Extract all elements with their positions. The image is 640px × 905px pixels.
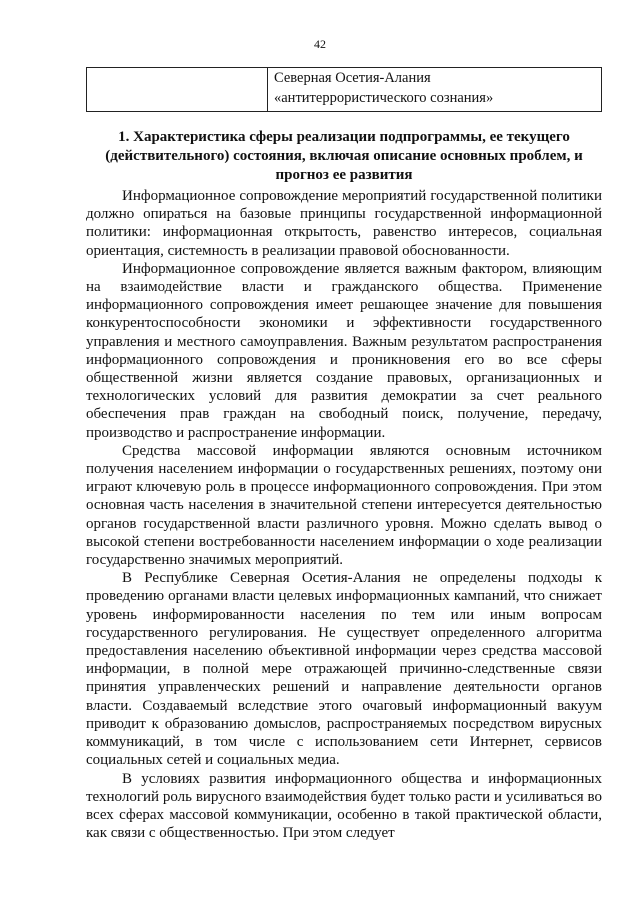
header-table-right-cell <box>268 68 602 112</box>
section-heading-line-3: прогноз ее развития <box>275 167 413 183</box>
header-table-line-1: Северная Осетия-Алания <box>274 70 431 86</box>
header-table-left-cell <box>87 68 268 112</box>
header-table-line-2: «антитеррористического сознания» <box>274 90 494 106</box>
paragraph: Средства массовой информации являются основным источником получения населением информации о государственных решениях, поэтому они играют ключевую роль в процессе информационного сопровождения. При этом основная часть населения в значительной степени интересуется деятельностью органов государственной власти различного уровня. Можно сделать вывод о высокой степени востребованности населением информации о ходе реализации государственно значимых мероприятий. <box>86 442 602 569</box>
paragraph: В условиях развития информационного общества и информационных технологий роль вирусного взаимодействия будет только расти и усиливаться во всех сферах массовой коммуникации, особенно в такой практической области, как связи с общественностью. При этом следует <box>86 770 602 842</box>
section-heading <box>86 128 602 185</box>
section-heading-line-1: 1. Характеристика сферы реализации подпрограммы, ее текущего <box>118 129 570 145</box>
paragraph: Информационное сопровождение является важным фактором, влияющим на взаимодействие власти и гражданского общества. Применение информационного сопровождения имеет решающее значение для повышения конкурентоспособности экономики и эффективности государственного управления и местного самоуправления. Важным результатом распространения информационного сопровождения и проникновения его во все сферы общественной жизни является создание правовых, организационных и технологических условий для развития демократии за счет реального обеспечения прав граждан на свободный поиск, получение, передачу, производство и распространение информации. <box>86 260 602 441</box>
paragraph: Информационное сопровождение мероприятий государственной политики должно опираться на базовые принципы государственной информационной политики: информационная открытость, равенство интересов, социальная ориентация, системность в реализации правовой обоснованности. <box>86 188 602 259</box>
page-number: 42 <box>314 37 326 51</box>
section-heading-line-2: (действительного) состояния, включая описание основных проблем, и <box>105 148 583 164</box>
paragraph: В Республике Северная Осетия-Алания не определены подходы к проведению органами власти целевых информационных кампаний, что снижает уровень информированности населения по тем или иным вопросам государственного регулирования. Не существует определенного алгоритма предоставления населению объективной информации через средства массовой информации, в полной мере отражающей причинно-следственные связи принятия управленческих решений и направление деятельности органов власти. Создаваемый вследствие этого очаговый информационный вакуум приводит к образованию домыслов, распространяемых посредством вирусных коммуникаций, в том числе с использованием сети Интернет, сервисов социальных сетей и социальных медиа. <box>86 570 602 769</box>
header-table <box>86 67 602 112</box>
body-text <box>86 187 602 842</box>
